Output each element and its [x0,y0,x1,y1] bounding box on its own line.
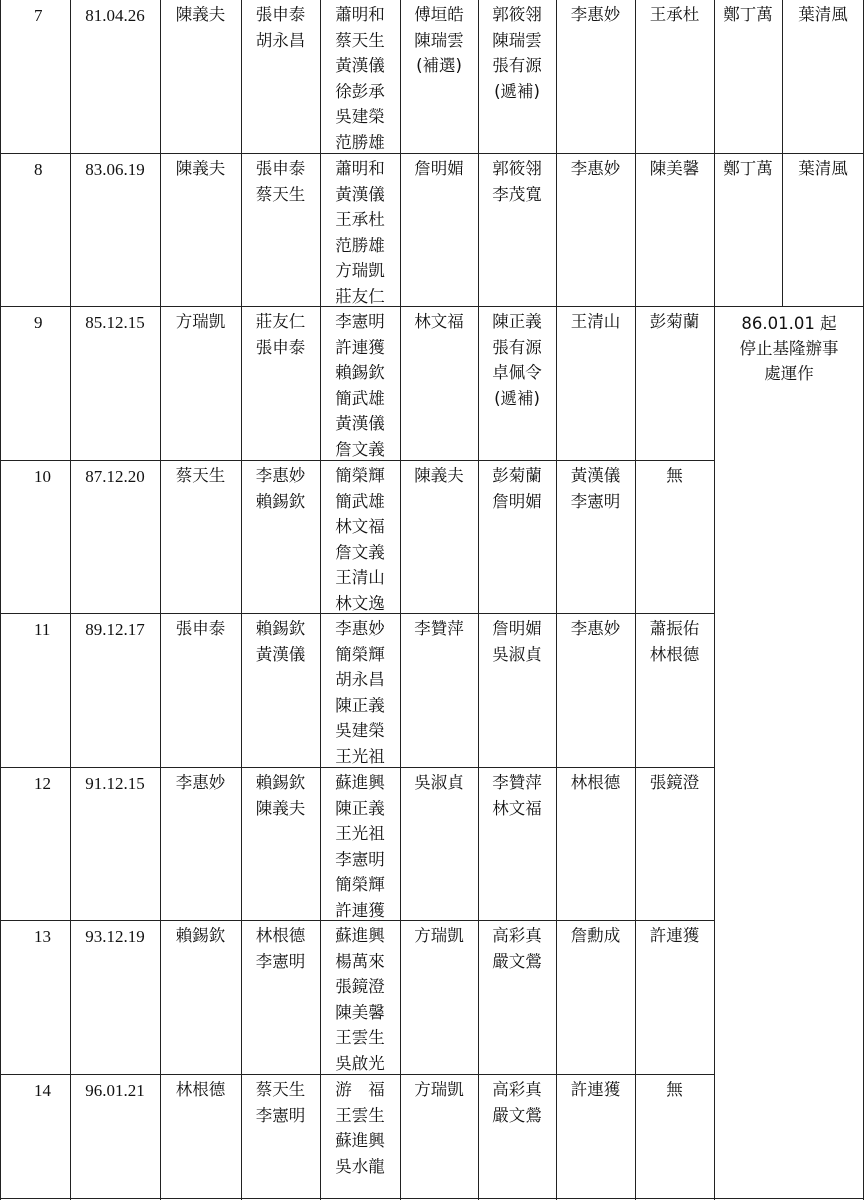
member-name: 鄭丁萬 [723,5,773,24]
member-name: 陳義夫 [175,159,226,178]
member-name: 蘇進興 [335,773,385,792]
member-cell [241,923,320,974]
member-name: 蕭振佑 [649,619,700,638]
member-name: 陳正義 [335,695,385,715]
row-divider [0,306,864,307]
member-name: 張有源 [492,56,542,75]
member-name: 許連獲 [570,1080,621,1099]
column-divider [782,0,783,306]
term-date: 81.04.26 [85,6,145,25]
member-name: 陳義夫 [414,466,464,485]
member-name: 高彩真 [492,1080,542,1099]
member-name: 陳瑞雲 [492,30,542,50]
member-name: 彭菊蘭 [649,312,700,331]
member-name: 李憲明 [570,491,621,511]
member-cell [160,309,241,335]
row-number: 13 [34,927,51,946]
member-cell [160,156,241,182]
member-cell [400,1077,478,1103]
member-cell [400,156,478,182]
term-date: 83.06.19 [85,160,145,179]
member-name: 許連獲 [649,926,700,945]
member-cell [714,2,782,28]
remark-line: 停止基隆辦事 [739,339,839,358]
member-name: 詹勳成 [570,926,621,945]
member-name: 李贊萍 [414,619,464,638]
member-cell [241,309,320,360]
member-cell [160,463,241,489]
member-cell [556,156,635,182]
member-name: 陳瑞雲 [414,30,464,50]
term-date: 91.12.15 [85,774,145,793]
member-cell [160,770,241,796]
member-name: 李憲明 [255,951,306,971]
row-number: 12 [34,774,51,793]
member-name: 簡榮輝 [335,466,385,485]
member-cell [478,2,556,104]
member-cell [782,2,864,28]
member-name: 蘇進興 [335,1131,385,1150]
member-name: 李惠妙 [335,619,385,638]
member-name: 張鏡澄 [335,977,385,996]
member-name: 方瑞凱 [414,926,464,945]
member-name: 賴錫欽 [255,619,306,638]
member-name: 蘇進興 [335,926,385,945]
member-name: 林文逸 [335,593,385,613]
member-cell [714,156,782,182]
member-name: 吳建榮 [335,107,385,126]
member-name: 李憲明 [335,312,385,331]
member-name: 無 [666,466,683,485]
member-name: 簡武雄 [335,491,385,511]
member-name: 詹明媚 [492,491,542,511]
term-date: 87.12.20 [85,467,145,486]
member-name: 李惠妙 [570,159,621,178]
member-name: 游 福 [335,1080,385,1099]
member-cell [160,616,241,642]
member-name: 陳美馨 [649,159,700,178]
member-cell [400,2,478,79]
member-name: 蔡天生 [255,184,306,204]
member-name: 王雲生 [335,1028,385,1047]
member-name: 李惠妙 [570,619,621,638]
member-name: 蔡天生 [255,1080,306,1099]
member-name: 方瑞凱 [414,1080,464,1099]
member-name: (遞補) [494,81,540,101]
member-name: 陳義夫 [255,798,306,818]
member-cell [556,616,635,642]
column-divider [0,0,1,1200]
member-name: 黃漢儀 [570,466,621,485]
member-name: 王光祖 [335,746,385,766]
member-cell [635,616,714,667]
member-cell [478,1077,556,1128]
member-name: 林文福 [335,517,385,536]
member-cell [478,923,556,974]
term-date: 89.12.17 [85,620,145,639]
member-name: 陳正義 [492,312,542,331]
member-cell [241,2,320,53]
member-name: 鄭丁萬 [723,159,773,178]
member-cell [400,463,478,489]
member-name: 許連獲 [335,337,385,357]
member-cell [478,770,556,821]
member-name: 李憲明 [335,849,385,869]
member-name: 陳正義 [335,798,385,818]
member-name: 卓佩令 [492,363,542,382]
member-name: 蔡天生 [175,466,226,485]
member-cell [556,770,635,796]
member-name: 林文福 [414,312,464,331]
member-cell [320,923,400,1076]
term-date: 93.12.19 [85,927,145,946]
member-cell [782,156,864,182]
member-name: 傅垣皓 [414,5,464,24]
member-name: 李惠妙 [255,466,306,485]
member-name: 莊友仁 [255,312,306,331]
member-name: 林根德 [570,773,621,792]
member-name: 簡武雄 [335,388,385,408]
member-cell [400,616,478,642]
member-name: 林根德 [175,1080,226,1099]
member-name: 張申泰 [255,5,306,24]
member-name: 蕭明和 [335,5,385,24]
member-name: 方瑞凱 [175,312,226,331]
member-cell [635,463,714,489]
member-name: 詹明媚 [414,159,464,178]
member-name: 王承杜 [335,210,385,229]
member-cell [478,616,556,667]
member-name: 李茂寬 [492,184,542,204]
member-name: 郭筱翎 [492,5,542,24]
member-cell [400,309,478,335]
member-name: 陳美馨 [335,1002,385,1022]
member-name: 王雲生 [335,1105,385,1125]
member-cell [160,1077,241,1103]
member-name: 王光祖 [335,824,385,843]
member-cell [556,463,635,514]
member-name: 張鏡澄 [649,773,700,792]
row-number: 9 [34,313,43,332]
row-number: 14 [34,1081,51,1100]
member-name: 賴錫欽 [255,773,306,792]
member-name: 方瑞凱 [335,261,385,280]
member-name: 嚴文鶯 [492,951,542,971]
member-name: 賴錫欽 [335,363,385,382]
member-cell [241,770,320,821]
member-name: 范勝雄 [335,235,385,255]
member-name: 賴錫欽 [255,491,306,511]
row-number: 10 [34,467,51,486]
member-cell [635,770,714,796]
row-number: 8 [34,160,43,179]
member-cell [635,923,714,949]
row-divider [0,1198,864,1199]
member-name: 吳淑貞 [414,773,464,792]
member-name: 陳義夫 [175,5,226,24]
member-name: 張申泰 [255,337,306,357]
term-date: 96.01.21 [85,1081,145,1100]
term-date: 85.12.15 [85,313,145,332]
member-name: 王承杜 [649,5,700,24]
member-name: 吳啟光 [335,1053,385,1073]
member-name: 簡榮輝 [335,644,385,664]
member-name: 李憲明 [255,1105,306,1125]
member-cell [320,1077,400,1179]
member-name: 林文福 [492,798,542,818]
member-cell [320,2,400,155]
member-name: 賴錫欽 [175,926,226,945]
member-name: 黃漢儀 [335,414,385,433]
member-cell [478,309,556,411]
row-divider [0,153,864,154]
member-cell [556,2,635,28]
member-cell [400,923,478,949]
row-number: 7 [34,6,43,25]
member-cell [320,309,400,462]
member-name: 李惠妙 [570,5,621,24]
member-name: 蔡天生 [335,30,385,50]
member-name: 張申泰 [255,159,306,178]
member-name: 李贊萍 [492,773,542,792]
column-divider [70,0,71,1200]
member-cell [556,309,635,335]
member-cell [241,156,320,207]
member-cell [635,156,714,182]
remark-line: 86.01.01 起 [741,314,837,333]
member-name: 黃漢儀 [335,184,385,204]
member-cell [160,2,241,28]
member-name: 張有源 [492,337,542,357]
member-name: 嚴文鶯 [492,1105,542,1125]
member-name: 王清山 [335,568,385,587]
remark-line: 處運作 [764,364,814,383]
member-cell [635,2,714,28]
member-name: 葉清風 [798,5,848,24]
member-name: 吳水龍 [335,1156,385,1176]
member-name: 簡榮輝 [335,875,385,894]
member-cell [241,616,320,667]
member-name: 高彩真 [492,926,542,945]
member-cell [400,770,478,796]
member-name: 王清山 [570,312,621,331]
member-name: 無 [666,1080,683,1099]
member-cell [556,923,635,949]
member-name: 吳淑貞 [492,644,542,664]
member-cell [556,1077,635,1103]
row-number: 11 [34,620,51,639]
member-name: (遞補) [494,388,540,408]
remark-note [714,311,864,386]
member-name: 林根德 [649,644,700,664]
member-name: 詹文義 [335,439,385,459]
member-name: 彭菊蘭 [492,466,542,485]
member-cell [160,923,241,949]
member-name: 張申泰 [175,619,226,638]
member-cell [320,770,400,923]
member-name: 郭筱翎 [492,159,542,178]
member-cell [320,463,400,616]
member-name: 徐彭承 [335,81,385,101]
member-name: 李惠妙 [175,773,226,792]
member-name: 林根德 [255,926,306,945]
member-name: (補選) [416,56,462,75]
member-cell [241,463,320,514]
member-name: 楊萬來 [335,951,385,971]
member-name: 吳建榮 [335,721,385,740]
member-name: 莊友仁 [335,286,385,306]
member-cell [320,156,400,309]
member-cell [320,616,400,769]
member-name: 黃漢儀 [335,56,385,75]
member-name: 胡永昌 [335,670,385,689]
member-cell [635,309,714,335]
member-name: 胡永昌 [255,30,306,50]
member-cell [478,463,556,514]
member-name: 詹文義 [335,542,385,562]
member-name: 詹明媚 [492,619,542,638]
member-name: 許連獲 [335,900,385,920]
member-name: 范勝雄 [335,132,385,152]
member-name: 黃漢儀 [255,644,306,664]
member-cell [635,1077,714,1103]
member-name: 葉清風 [798,159,848,178]
member-cell [241,1077,320,1128]
member-cell [478,156,556,207]
member-name: 蕭明和 [335,159,385,178]
